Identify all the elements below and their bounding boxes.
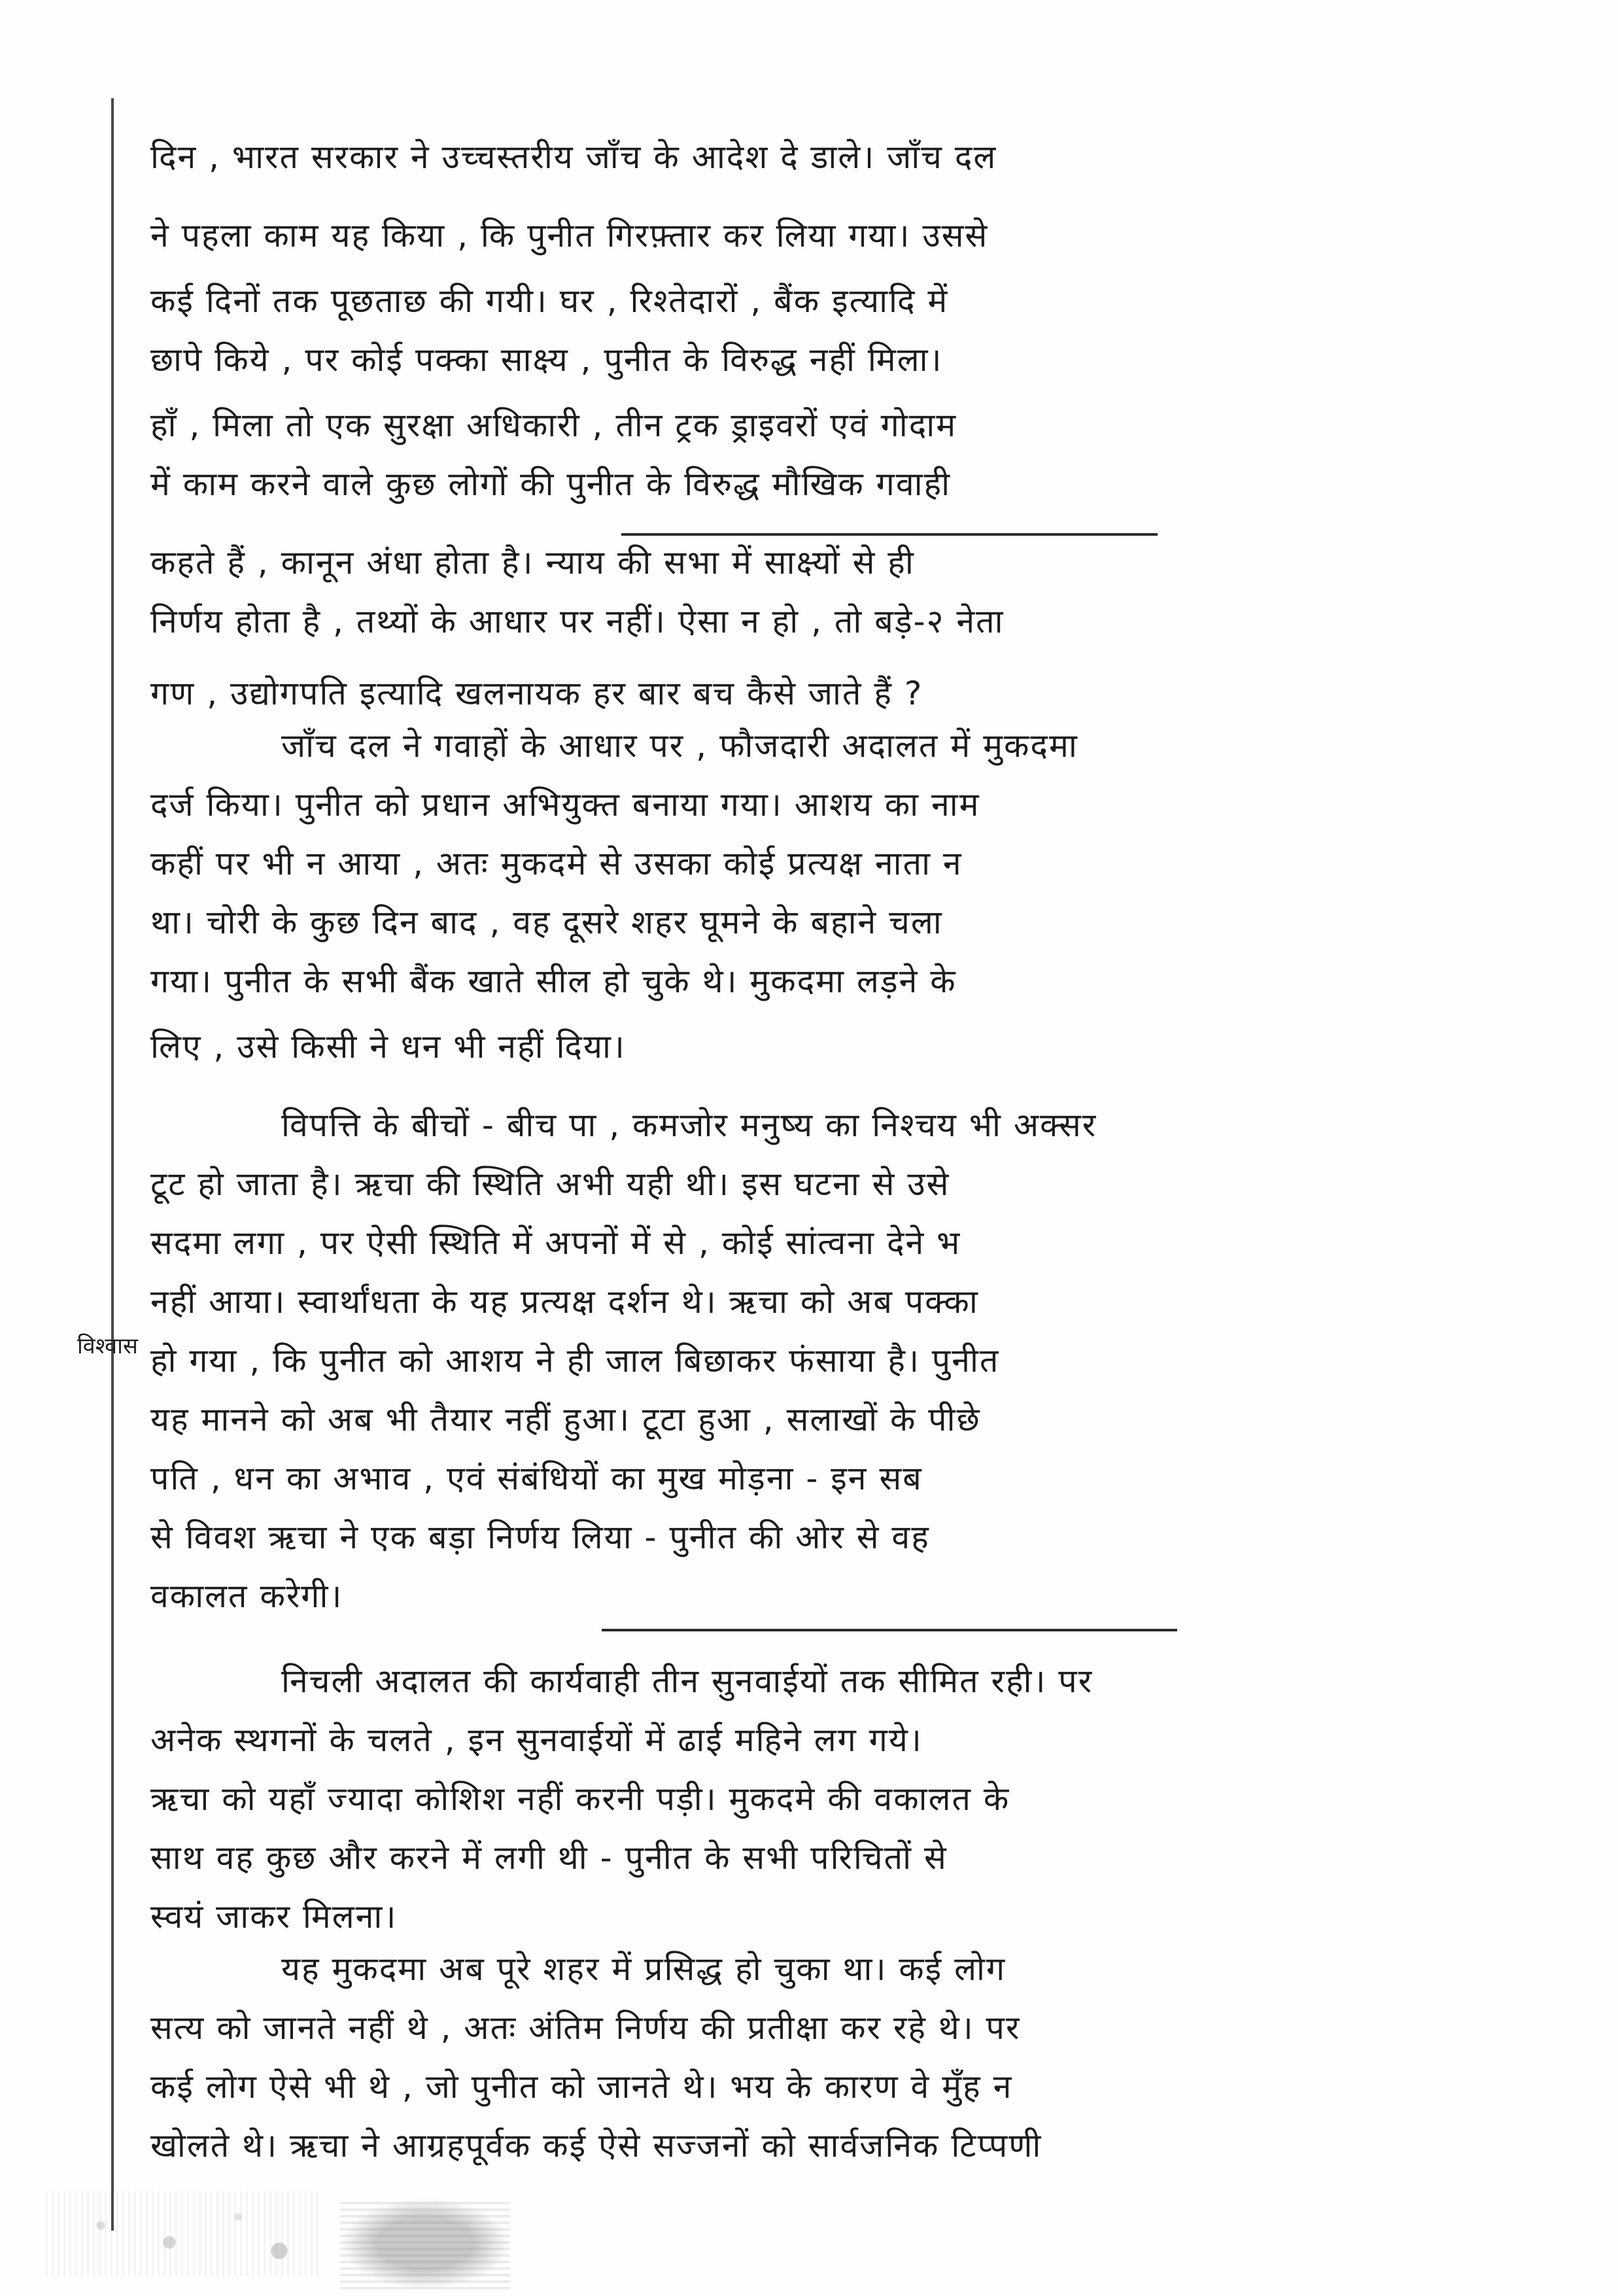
text-line: यह मानने को अब भी तैयार नहीं हुआ। टूटा हुआ , सलाखों के पीछे [150, 1400, 981, 1438]
margin-note: विश्वास [77, 1333, 138, 1359]
text-line: नहीं आया। स्वार्थांधता के यह प्रत्यक्ष दर्शन थे। ऋचा को अब पक्का [150, 1283, 979, 1321]
text-line: था। चोरी के कुछ दिन बाद , वह दूसरे शहर घूमने के बहाने चला [150, 903, 943, 941]
left-margin-rule [111, 98, 114, 2231]
text-line: निचली अदालत की कार्यवाही तीन सुनवाईयों तक सीमित रही। पर [281, 1662, 1093, 1700]
text-line: वकालत करेगी। [150, 1577, 343, 1615]
text-line: गण , उद्योगपति इत्यादि खलनायक हर बार बच कैसे जाते हैं ? [150, 674, 923, 712]
text-line: स्वयं जाकर मिलना। [150, 1898, 398, 1936]
text-line: कई दिनों तक पूछताछ की गयी। घर , रिश्तेदारों , बैंक इत्यादि में [150, 282, 949, 320]
text-line: छापे किये , पर कोई पक्का साक्ष्य , पुनीत के विरुद्ध नहीं मिला। [150, 341, 943, 379]
text-line: पति , धन का अभाव , एवं संबंधियों का मुख मोड़ना - इन सब [150, 1459, 923, 1497]
section-divider [621, 533, 1158, 536]
text-line: दर्ज किया। पुनीत को प्रधान अभियुक्त बनाया गया। आशय का नाम [150, 786, 980, 824]
text-line: कहते हैं , कानून अंधा होता है। न्याय की सभा में साक्ष्यों से ही [150, 544, 915, 582]
text-line: सत्य को जानते नहीं थे , अतः अंतिम निर्णय की प्रतीक्षा कर रहे थे। पर [150, 2009, 1021, 2047]
text-line: हाँ , मिला तो एक सुरक्षा अधिकारी , तीन ट्रक ड्राइवरों एवं गोदाम [150, 406, 957, 444]
text-line: दिन , भारत सरकार ने उच्चस्तरीय जाँच के आदेश दे डाले। जाँच दल [150, 138, 997, 176]
scan-smudge [340, 2198, 510, 2289]
text-line: साथ वह कुछ और करने में लगी थी - पुनीत के सभी परिचितों से [150, 1839, 948, 1877]
text-line: सदमा लगा , पर ऐसी स्थिति में अपनों में से , कोई सांत्वना देने भ [150, 1224, 961, 1262]
text-line: ने पहला काम यह किया , कि पुनीत गिरफ़्तार कर लिया गया। उससे [150, 217, 989, 254]
text-line: खोलते थे। ऋचा ने आग्रहपूर्वक कई ऐसे सज्जनों को सार्वजनिक टिप्पणी [150, 2127, 1042, 2165]
text-line: से विवश ऋचा ने एक बड़ा निर्णय लिया - पुनीत की ओर से वह [150, 1518, 930, 1556]
text-line: में काम करने वाले कुछ लोगों की पुनीत के विरुद्ध मौखिक गवाही [150, 465, 952, 503]
text-line: कहीं पर भी न आया , अतः मुकदमे से उसका कोई प्रत्यक्ष नाता न [150, 844, 963, 882]
text-line: निर्णय होता है , तथ्यों के आधार पर नहीं। ऐसा न हो , तो बड़े-२ नेता [150, 602, 1005, 640]
text-line: गया। पुनीत के सभी बैंक खाते सील हो चुके थे। मुकदमा लड़ने के [150, 962, 957, 1000]
text-line: टूट हो जाता है। ऋचा की स्थिति अभी यही थी। इस घटना से उसे [150, 1165, 950, 1203]
text-line: यह मुकदमा अब पूरे शहर में प्रसिद्ध हो चुका था। कई लोग [281, 1950, 1007, 1988]
text-line: जाँच दल ने गवाहों के आधार पर , फौजदारी अदालत में मुकदमा [281, 727, 1078, 765]
text-line: ऋचा को यहाँ ज्यादा कोशिश नहीं करनी पड़ी। मुकदमे की वकालत के [150, 1780, 1010, 1818]
text-line: कई लोग ऐसे भी थे , जो पुनीत को जानते थे। भय के कारण वे मुँह न [150, 2068, 1013, 2106]
text-line: लिए , उसे किसी ने धन भी नहीं दिया। [150, 1028, 626, 1066]
text-line: हो गया , कि पुनीत को आशय ने ही जाल बिछाकर फंसाया है। पुनीत [150, 1342, 1000, 1380]
text-line: अनेक स्थगनों के चलते , इन सुनवाईयों में ढाई महिने लग गये। [150, 1721, 923, 1759]
scan-smudge [46, 2191, 320, 2276]
section-divider [602, 1629, 1177, 1631]
text-line: विपत्ति के बीचों - बीच पा , कमजोर मनुष्य का निश्चय भी अक्सर [281, 1106, 1097, 1144]
